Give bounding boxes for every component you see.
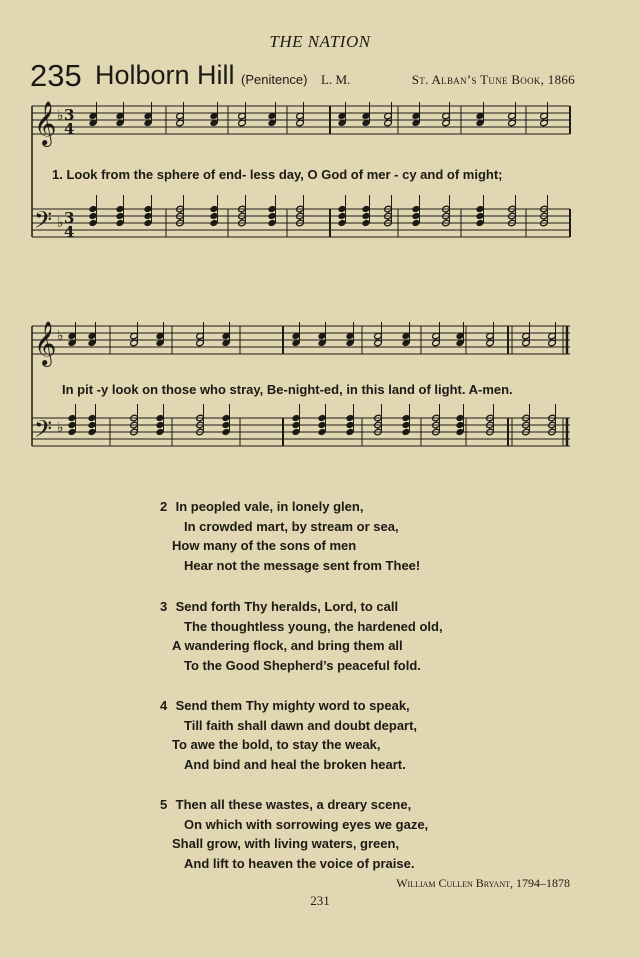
hymn-number: 235 [30, 58, 82, 93]
flat-icon: ♭ [57, 420, 64, 436]
section-heading: THE NATION [269, 32, 371, 51]
time-sig-top: 3 [64, 209, 75, 227]
bass-clef-icon: 𝄢 [34, 415, 53, 448]
stanza-3: 3 Send forth Thy heralds, Lord, to call The thoughtless young, the hardened old, A wandering flock, and bring them all To the Good Shepherd’s peaceful fold. [160, 599, 443, 673]
hymn-meter: L. M. [321, 72, 351, 87]
lyric-line-2: In pit -y look on those who stray, Be-night-ed, in this land of light. A-men. [62, 382, 513, 397]
stanza-2: 2 In peopled vale, in lonely glen, In crowded mart, by stream or sea, How many of the sons of men Hear not the message sent from Thee! [160, 499, 421, 573]
bass-clef-icon: 𝄢 [34, 206, 53, 239]
time-sig-bottom: 4 [64, 120, 75, 138]
treble-clef-icon: 𝄞 [34, 101, 57, 145]
flat-icon: ♭ [57, 215, 64, 231]
stanza-5: 5 Then all these wastes, a dreary scene, On which with sorrowing eyes we gaze, Shall grow, with living waters, green, And lift to heaven the voice of praise. [160, 797, 429, 871]
flat-icon: ♭ [57, 328, 64, 344]
time-sig-top: 3 [64, 106, 75, 124]
stanza-4: 4 Send them Thy mighty word to speak, Till faith shall dawn and doubt depart, To awe the bold, to stay the weak, And bind and heal the broken heart. [160, 698, 418, 772]
hymn-subtitle: (Penitence) [241, 72, 308, 87]
lyric-line-1: 1. Look from the sphere of end- less day, O God of mer - cy and of might; [52, 167, 503, 182]
page-number: 231 [310, 893, 330, 908]
author-credit: William Cullen Bryant, 1794–1878 [396, 876, 570, 890]
treble-clef-icon: 𝄞 [34, 321, 57, 365]
tune-source: St. Alban’s Tune Book, 1866 [411, 72, 575, 87]
time-sig-bottom: 4 [64, 223, 75, 241]
hymn-title: Holborn Hill [95, 60, 235, 90]
flat-icon: ♭ [57, 108, 64, 124]
